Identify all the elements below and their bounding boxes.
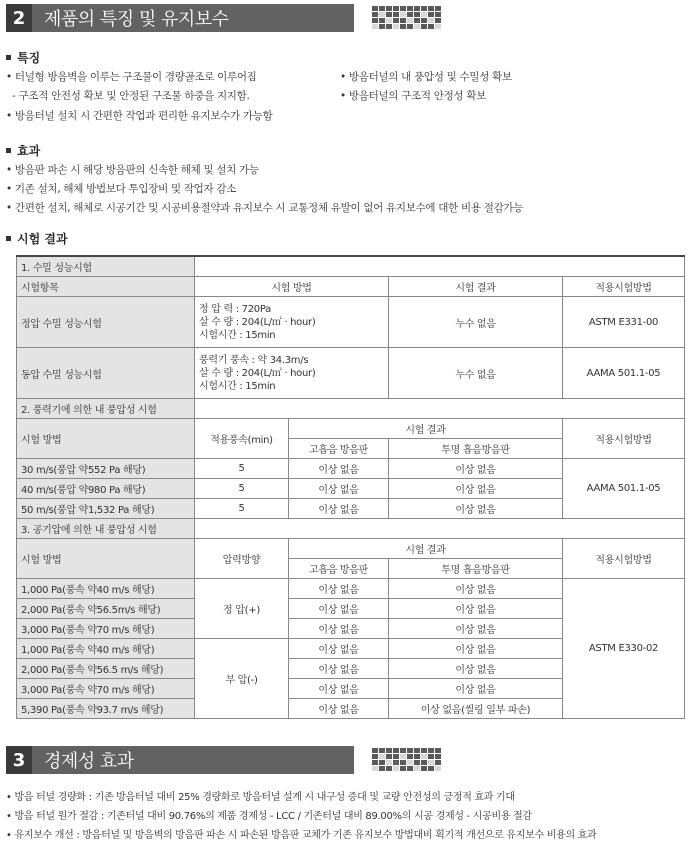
- section-number: 3: [6, 746, 32, 774]
- feature-line: • 방음터널의 구조적 안정성 확보: [340, 90, 487, 102]
- effects-heading: 효과: [6, 142, 40, 159]
- economy-line: • 방음 터널 경량화 : 기존 방음터널 대비 25% 경량화로 방음터널 설계 시 내구성 증대 및 교량 안전성의 긍정적 효과 기대: [6, 792, 515, 803]
- effect-line: • 기존 설치, 해체 방법보다 투입장비 및 작업자 감소: [6, 183, 237, 195]
- table-row: 40 m/s(풍압 약980 Pa 해당) 5 이상 없음 이상 없음: [17, 479, 685, 499]
- section-3-header: [6, 746, 354, 774]
- table-row: 2,000 Pa(풍속 약56.5 m/s 해당) 이상 없음 이상 없음: [17, 659, 685, 679]
- table-header-row: 고흡음 방음판 투명 흡음방음판: [17, 439, 685, 459]
- t2-title: 2. 풍력기에 의한 내 풍압성 시험: [17, 399, 195, 419]
- effect-line: • 간편한 설치, 해체로 시공기간 및 시공비용절약과 유지보수 시 교통정체 유발이 없어 유지보수에 대한 비용 절감가능: [6, 202, 524, 214]
- t1-title: 1. 수밀 성능시험: [17, 256, 195, 277]
- feature-line: • 방음터널의 내 풍압성 및 수밀성 확보: [340, 71, 512, 83]
- t3-title: 3. 공기압에 의한 내 풍압성 시험: [17, 519, 195, 539]
- checker-pattern-icon: [372, 748, 441, 771]
- table-row: 3,000 Pa(풍속 약70 m/s 해당) 이상 없음 이상 없음: [17, 679, 685, 699]
- table-row: 1,000 Pa(풍속 약40 m/s 해당) 정 압(+) 이상 없음 이상 없음 ASTM E330-02: [17, 579, 685, 599]
- economy-line: • 유지보수 개선 : 방음터널 및 방음벽의 방음판 파손 시 파손된 방음판 교체가 기존 유지보수 방법대비 획기적 개선으로 유지보수 비용의 효과: [6, 830, 597, 841]
- table-row: 30 m/s(풍압 약552 Pa 해당) 5 이상 없음 이상 없음 AAMA 501.1-05: [17, 459, 685, 479]
- bullet-square-icon: [6, 148, 11, 153]
- feature-line: • 방음터널 설치 시 간편한 작업과 편리한 유지보수가 가능함: [6, 110, 273, 122]
- table-row: 2,000 Pa(풍속 약56.5m/s 해당) 이상 없음 이상 없음: [17, 599, 685, 619]
- table-header-row: 시험항목 시험 방법 시험 결과 적용시험방법: [17, 277, 685, 297]
- table-row: 동압 수밀 성능시험 풍력기 풍속 : 약 34.3m/s 살 수 량 : 204(L/㎡ · hour) 시험시간 : 15min 누수 없음 AAMA 501.1-05: [17, 348, 685, 399]
- table-section-title: [17, 256, 685, 277]
- table-row: 50 m/s(풍압 약1,532 Pa 해당) 5 이상 없음 이상 없음: [17, 499, 685, 519]
- effect-line: • 방음판 파손 시 해당 방음판의 신속한 해체 및 설치 가능: [6, 164, 259, 176]
- features-heading: 특징: [6, 49, 40, 66]
- section-2-header: [6, 4, 354, 32]
- table-row: 3,000 Pa(풍속 약70 m/s 해당) 이상 없음 이상 없음: [17, 619, 685, 639]
- table-header-row: 고흡음 방음판 투명 흡음방음판: [17, 559, 685, 579]
- table-row: 1,000 Pa(풍속 약40 m/s 해당) 부 압(-) 이상 없음 이상 없음: [17, 639, 685, 659]
- table-row: 정압 수밀 성능시험 정 압 력 : 720Pa 살 수 량 : 204(L/㎡ · hour) 시험시간 : 15min 누수 없음 ASTM E331-00: [17, 297, 685, 348]
- table-section-title: [17, 399, 685, 419]
- checker-pattern-icon: [372, 6, 441, 29]
- table-row: 5,390 Pa(풍속 약93.7 m/s 해당) 이상 없음 이상 없음(씰링 일부 파손): [17, 699, 685, 719]
- section-number: 2: [6, 4, 32, 32]
- economy-line: • 방음 터널 원가 절감 : 기존터널 대비 90.76%의 제품 경제성 - LCC / 기존터널 대비 89.00%의 시공 경제성 - 시공비용 절감: [6, 811, 532, 822]
- section-title: 경제성 효과: [44, 751, 134, 772]
- feature-line: • 터널형 방음벽을 이루는 구조물이 경량골조로 이루어짐: [6, 71, 257, 83]
- section-title: 제품의 특징 및 유지보수: [44, 9, 229, 30]
- bullet-square-icon: [6, 236, 11, 241]
- test-results-table: [16, 255, 685, 719]
- table-header-row: 시험 방법 적용풍속(min) 시험 결과 적용시험방법: [17, 419, 685, 439]
- feature-line: - 구조적 안전성 확보 및 안정된 구조물 하중을 지지함.: [12, 90, 250, 102]
- table-header-row: 시험 방법 압력방향 시험 결과 적용시험방법: [17, 539, 685, 559]
- table-section-title: [17, 519, 685, 539]
- bullet-square-icon: [6, 55, 11, 60]
- tests-heading: 시험 결과: [6, 230, 68, 247]
